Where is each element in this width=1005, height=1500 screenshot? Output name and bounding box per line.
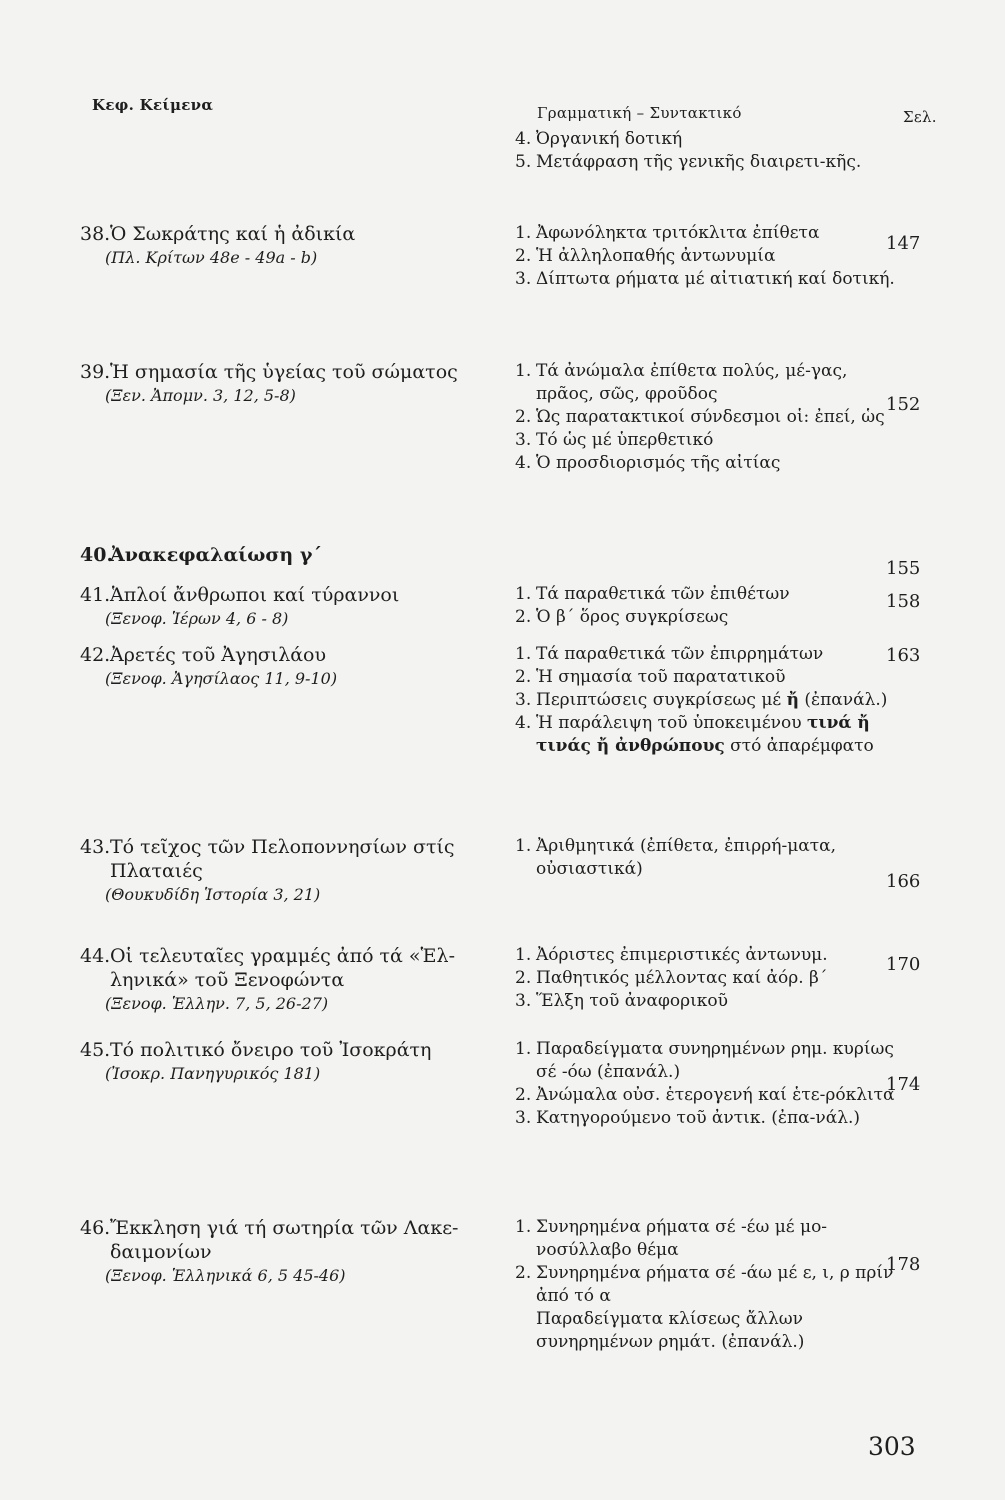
grammar-item: 4. Ὀργανική δοτική — [515, 129, 683, 149]
header-chapters-texts: Κεφ. Κείμενα — [92, 96, 214, 114]
grammar-item: 5. Μετάφραση τῆς γενικῆς διαιρετι-κῆς. — [515, 152, 862, 172]
grammar-list — [515, 583, 895, 629]
grammar-item: 1. Ἀριθμητικά (ἐπίθετα, ἐπιρρή-ματα, οὐσιαστικά) — [515, 836, 837, 879]
grammar-item: 1. Τά παραθετικά τῶν ἐπιθέτων — [515, 584, 790, 604]
page-number: 147 — [886, 233, 921, 254]
grammar-list — [515, 835, 895, 881]
grammar-item: 3. Ἕλξη τοῦ ἀναφορικοῦ — [515, 991, 728, 1011]
text-column — [80, 835, 485, 907]
entry-source: (Θουκυδίδη Ἱστορία 3, 21) — [105, 885, 321, 904]
grammar-item: 1. Παραδείγματα συνηρημένων ρημ. κυρίως σέ -όω (ἐπανάλ.) — [515, 1039, 894, 1082]
text-column — [80, 222, 485, 270]
entry-source: (Ξενοφ. Ἀγησίλαος 11, 9-10) — [105, 669, 338, 688]
text-column — [80, 1216, 485, 1288]
entry-source: (Πλ. Κρίτων 48e - 49a - b) — [105, 248, 318, 267]
page-number: 170 — [886, 954, 921, 975]
grammar-item: 1. Ἀόριστες ἐπιμεριστικές ἀντωνυμ. — [515, 945, 828, 965]
text-column — [80, 1038, 485, 1086]
entry-title: 42.Ἀρετές τοῦ Ἀγησιλάου — [80, 644, 327, 666]
page-number: 166 — [886, 871, 921, 892]
folio-page-number: 303 — [868, 1432, 916, 1461]
entry-source: (Ξενοφ. Ἑλληνικά 6, 5 45-46) — [105, 1266, 346, 1285]
text-column — [80, 360, 485, 408]
grammar-item: 3. Κατηγορούμενο τοῦ ἀντικ. (ἐπα-νάλ.) — [515, 1108, 861, 1128]
text-column — [80, 583, 485, 631]
grammar-list — [515, 1038, 895, 1130]
grammar-list — [515, 360, 895, 475]
entry-title: 39.Ἡ σημασία τῆς ὑγείας τοῦ σώματος — [80, 361, 458, 383]
grammar-item: 3. Περιπτώσεις συγκρίσεως μέ ἤ (ἐπανάλ.) — [515, 690, 888, 710]
page-number: 158 — [886, 591, 921, 612]
entry-title-continued: Πλαταιές — [110, 860, 203, 882]
grammar-list — [515, 128, 895, 174]
entry-title: 44.Οἱ τελευταῖες γραμμές ἀπό τά «Ἑλ- — [80, 945, 455, 967]
grammar-item: 4. Ὁ προσδιορισμός τῆς αἰτίας — [515, 453, 781, 473]
grammar-item: 2. Ὁ β΄ ὅρος συγκρίσεως — [515, 607, 729, 627]
entry-source: (Ξενοφ. Ἱέρων 4, 6 - 8) — [105, 609, 289, 628]
text-column — [80, 944, 485, 1016]
grammar-item: 2. Ἡ ἀλληλοπαθής ἀντωνυμία — [515, 246, 776, 266]
grammar-item: 2. Παθητικός μέλλοντας καί ἀόρ. β΄ — [515, 968, 828, 988]
entry-source: (Ἰσοκρ. Πανηγυρικός 181) — [105, 1064, 321, 1083]
entry-source: (Ξεν. Ἀπομν. 3, 12, 5-8) — [105, 386, 296, 405]
grammar-item: 2. Ἡ σημασία τοῦ παρατατικοῦ — [515, 667, 786, 687]
page-number: 155 — [886, 558, 921, 579]
grammar-item: 2. Συνηρημένα ρήματα σέ -άω μέ ε, ι, ρ πρίν ἀπό τό α — [515, 1263, 894, 1306]
grammar-list — [515, 1216, 895, 1354]
text-column — [80, 643, 485, 691]
grammar-item: 1. Τά παραθετικά τῶν ἐπιρρημάτων — [515, 644, 824, 664]
entry-title: 43.Τό τεῖχος τῶν Πελοποννησίων στίς — [80, 836, 455, 858]
header-page: Σελ. — [903, 108, 937, 126]
grammar-item: 1. Συνηρημένα ρήματα σέ -έω μέ μο-νοσύλλαβο θέμα — [515, 1217, 828, 1260]
grammar-item: 2. Ὡς παρατακτικοί σύνδεσμοι οἱ: ἐπεί, ὡς — [515, 407, 885, 427]
grammar-item: Παραδείγματα κλίσεως ἄλλων συνηρημένων ρημάτ. (ἐπανάλ.) — [536, 1309, 805, 1352]
entry-title: 45.Τό πολιτικό ὄνειρο τοῦ Ἰσοκράτη — [80, 1039, 432, 1061]
page-number: 178 — [886, 1254, 921, 1275]
entry-title-continued: ληνικά» τοῦ Ξενοφώντα — [110, 969, 345, 991]
grammar-item: 3. Δίπτωτα ρήματα μέ αἰτιατική καί δοτική. — [515, 269, 895, 289]
grammar-item: 1. Ἀφωνόληκτα τριτόκλιτα ἐπίθετα — [515, 223, 820, 243]
page-number: 163 — [886, 645, 921, 666]
grammar-item: 3. Τό ὡς μέ ὑπερθετικό — [515, 430, 714, 450]
page-number: 152 — [886, 394, 921, 415]
entry-title: 40.Ἀνακεφαλαίωση γ΄ — [80, 544, 322, 566]
entry-source: (Ξενοφ. Ἑλλην. 7, 5, 26-27) — [105, 994, 329, 1013]
page-number: 174 — [886, 1074, 921, 1095]
header-grammar-syntax: Γραμματική – Συντακτικό — [537, 104, 742, 122]
grammar-item: 1. Τά ἀνώμαλα ἐπίθετα πολύς, μέ-γας, πρᾶος, σῶς, φροῦδος — [515, 361, 848, 404]
grammar-list — [515, 944, 895, 1013]
text-column — [80, 543, 485, 567]
entry-title: 46.Ἔκκληση γιά τή σωτηρία τῶν Λακε- — [80, 1217, 459, 1239]
grammar-list — [515, 222, 895, 291]
grammar-item: 2. Ἀνώμαλα οὐσ. ἑτερογενή καί ἑτε-ρόκλιτα — [515, 1085, 895, 1105]
entry-title: 41.Ἁπλοί ἄνθρωποι καί τύραννοι — [80, 584, 400, 606]
grammar-item: 4. Ἡ παράλειψη τοῦ ὑποκειμένου τινά ἤ τινάς ἤ ἀνθρώπους στό ἀπαρέμφατο — [515, 713, 874, 756]
grammar-list — [515, 643, 895, 758]
entry-title: 38.Ὁ Σωκράτης καί ἡ ἀδικία — [80, 223, 356, 245]
entry-title-continued: δαιμονίων — [110, 1241, 212, 1263]
